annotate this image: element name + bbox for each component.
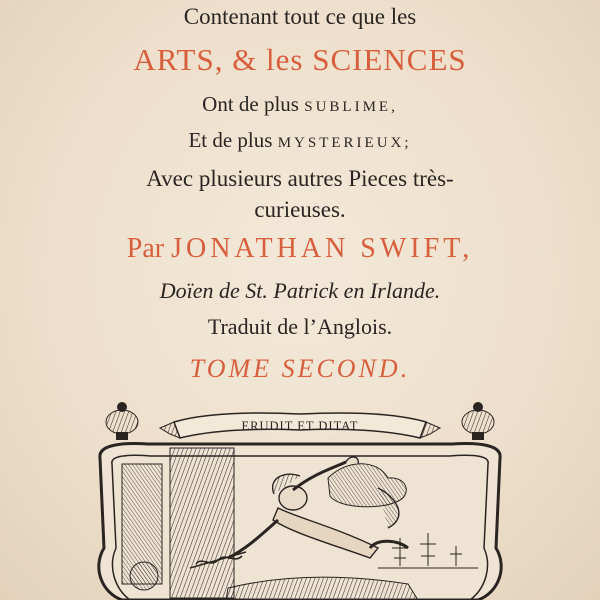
pillar-column bbox=[170, 448, 234, 598]
arts-sciences-line: ARTS, & les SCIENCES bbox=[133, 42, 467, 77]
sublime-word: SUBLIME, bbox=[304, 99, 398, 115]
motto-text: ERUDIT ET DITAT bbox=[241, 419, 359, 433]
author-title-line: Doïen de St. Patrick en Irlande. bbox=[159, 278, 441, 303]
sublime-line bbox=[0, 92, 600, 117]
author-line bbox=[0, 233, 600, 265]
curieuses-line: curieuses. bbox=[254, 197, 346, 222]
left-urn-ornament bbox=[106, 402, 138, 440]
sublime-line-prefix: Ont de plus bbox=[202, 92, 299, 116]
mysterieux-word: MYSTERIEUX; bbox=[277, 135, 412, 151]
right-urn-ornament bbox=[462, 402, 494, 440]
subtitle-line-1: Contenant tout ce que les bbox=[183, 4, 417, 29]
translation-line: Traduit de l’Anglois. bbox=[207, 314, 393, 339]
globe bbox=[130, 562, 158, 590]
mysterieux-line-prefix: Et de plus bbox=[188, 128, 273, 152]
mysterieux-line bbox=[0, 128, 600, 153]
volume-line: TOME SECOND. bbox=[189, 354, 411, 383]
pieces-line: Avec plusieurs autres Pieces très- bbox=[146, 166, 454, 191]
printer-device-engraving bbox=[78, 398, 522, 600]
author-prefix: Par bbox=[126, 233, 165, 264]
author-name: JONATHAN SWIFT, bbox=[171, 233, 474, 264]
